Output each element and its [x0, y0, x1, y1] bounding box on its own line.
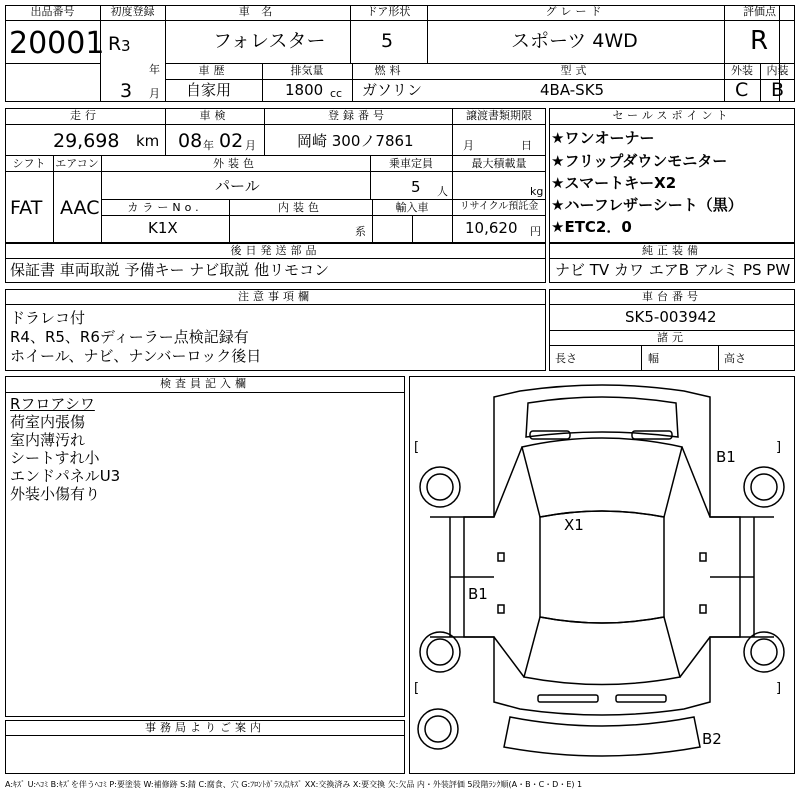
inspector-line: 外装小傷有り	[10, 485, 101, 503]
note-line: R4、R5、R6ディーラー点検記録有	[10, 328, 249, 346]
displacement-unit: cc	[330, 87, 343, 100]
max-load-unit: kg	[530, 185, 544, 198]
note-line: ホイール、ナビ、ナンバーロック後日	[10, 347, 262, 365]
inspector-line: シートすれ小	[10, 449, 100, 467]
interior-label: 内装色	[278, 201, 323, 214]
score: R	[750, 26, 769, 56]
inspector-label: 検査員記入欄	[160, 377, 250, 390]
chassis-value: SK5-003942	[625, 308, 717, 326]
bracket-left-front: [	[414, 440, 420, 455]
selling-point: ★スマートキーX2	[551, 174, 677, 192]
lot-no-label: 出品番号	[30, 5, 75, 18]
history: 自家用	[186, 81, 232, 99]
bracket-right-rear: ]	[776, 681, 782, 696]
later-parts-label: 後日発送部品	[230, 244, 321, 257]
transfer-day-unit: 日	[521, 139, 532, 152]
ext-grade: C	[735, 79, 749, 101]
year-unit: 年	[149, 63, 160, 76]
displacement: 1800	[285, 81, 324, 99]
insp-year: 08	[178, 130, 203, 152]
car-name: フォレスター	[213, 30, 326, 52]
car-name-label: 車 名	[238, 5, 277, 18]
damage-mark-b1-right: B1	[716, 448, 736, 466]
mileage-unit: km	[136, 132, 160, 150]
grade: スポーツ 4WD	[511, 30, 638, 52]
interior-unit: 系	[355, 225, 366, 238]
history-label: 車歴	[198, 64, 229, 77]
insp-month: 02	[219, 130, 244, 152]
equipment-label: 純正装備	[642, 244, 702, 257]
inspector-line: エンドパネルU3	[10, 467, 121, 485]
bracket-right-front: ]	[776, 440, 782, 455]
month-num: 3	[120, 80, 133, 102]
color: パール	[215, 177, 260, 195]
int-grade: B	[771, 79, 785, 101]
office-label: 事務局よりご案内	[145, 721, 265, 734]
grade-label: グレード	[545, 5, 606, 18]
length-label: 長さ	[555, 352, 577, 365]
capacity: 5	[411, 178, 421, 196]
color-no: K1X	[148, 219, 178, 237]
selling-point: ★ETC2．0	[551, 218, 632, 236]
doors: 5	[381, 30, 394, 52]
width-label: 幅	[648, 352, 659, 365]
inspector-line: 荷室内張傷	[10, 413, 86, 431]
legend: A:ｷｽﾞ U:ﾍｺﾐ B:ｷｽﾞを伴うﾍｺﾐ P:要塗装 W:補修跡 S:錆 C:腐食、穴 G:ﾌﾛﾝﾄｶﾞﾗｽ点ｷｽﾞ XX:交換済み X:要交換 欠:欠品 内・外装評価 5段階ﾗﾝｸ順(A・B・C・D・E) 1	[5, 780, 583, 789]
inspection-label: 車検	[199, 109, 230, 122]
model: 4BA-SK5	[540, 81, 605, 99]
color-label: 外装色	[213, 157, 258, 170]
plate-label: 登録番号	[328, 109, 388, 122]
year-num: 3	[121, 37, 131, 55]
shift-label: シフト	[12, 157, 46, 170]
mileage: 29,698	[53, 130, 120, 152]
bracket-left-rear: [	[414, 681, 420, 696]
ac-label: エアコン	[55, 157, 99, 170]
model-label: 型式	[560, 64, 591, 77]
ac: AAC	[60, 197, 100, 219]
mileage-label: 走行	[70, 109, 100, 122]
dims-label: 諸元	[657, 331, 687, 344]
first-reg-label: 初度登録	[110, 5, 155, 18]
import-label: 輸入車	[395, 201, 429, 214]
int-grade-label: 内装	[766, 64, 789, 77]
selling-point: ★ハーフレザーシート（黒）	[551, 196, 743, 214]
damage-mark-b1-left: B1	[468, 585, 488, 603]
max-load-label: 最大積載量	[471, 157, 527, 170]
car-diagram	[409, 376, 795, 774]
era: R	[108, 33, 122, 55]
car-outline	[410, 377, 794, 773]
selling-point: ★ワンオーナー	[551, 129, 655, 147]
door-label: ドア形状	[366, 5, 411, 18]
note-line: ドラレコ付	[10, 309, 86, 327]
ext-grade-label: 外装	[731, 64, 753, 77]
shift: FAT	[10, 197, 43, 219]
recycle-unit: 円	[530, 225, 541, 238]
fuel: ガソリン	[362, 81, 423, 99]
transfer-label: 譲渡書類期限	[466, 109, 532, 122]
plate: 岡崎 300ノ7861	[297, 132, 414, 150]
capacity-label: 乗車定員	[389, 157, 433, 170]
displacement-label: 排気量	[290, 64, 324, 77]
damage-mark-x1: X1	[564, 516, 584, 534]
insp-month-unit: 月	[245, 139, 256, 152]
inspector-line: Rフロアシワ	[10, 395, 95, 413]
chassis-label: 車台番号	[642, 290, 702, 303]
month-unit: 月	[149, 87, 160, 100]
height-label: 高さ	[724, 352, 746, 365]
recycle-label: リサイクル預託金	[459, 201, 539, 212]
fuel-label: 燃料	[374, 64, 405, 77]
equipment-value: ナビ TV カワ エアB アルミ PS PW	[555, 261, 791, 279]
color-no-label: カラーNo.	[127, 201, 203, 214]
transfer-month-unit: 月	[463, 139, 474, 152]
later-parts-value: 保証書 車両取説 予備キー ナビ取説 他リモコン	[10, 261, 330, 279]
selling-point: ★フリップダウンモニター	[551, 152, 728, 170]
selling-label: セールスポイント	[612, 109, 732, 122]
capacity-unit: 人	[437, 185, 448, 198]
score-label: 評価点	[743, 5, 776, 18]
recycle: 10,620	[465, 219, 518, 237]
inspector-line: 室内薄汚れ	[10, 431, 86, 449]
notes-label: 注意事項欄	[238, 290, 313, 303]
damage-mark-b2: B2	[702, 730, 722, 748]
lot-no: 20001	[9, 26, 105, 61]
insp-year-unit: 年	[203, 139, 214, 152]
